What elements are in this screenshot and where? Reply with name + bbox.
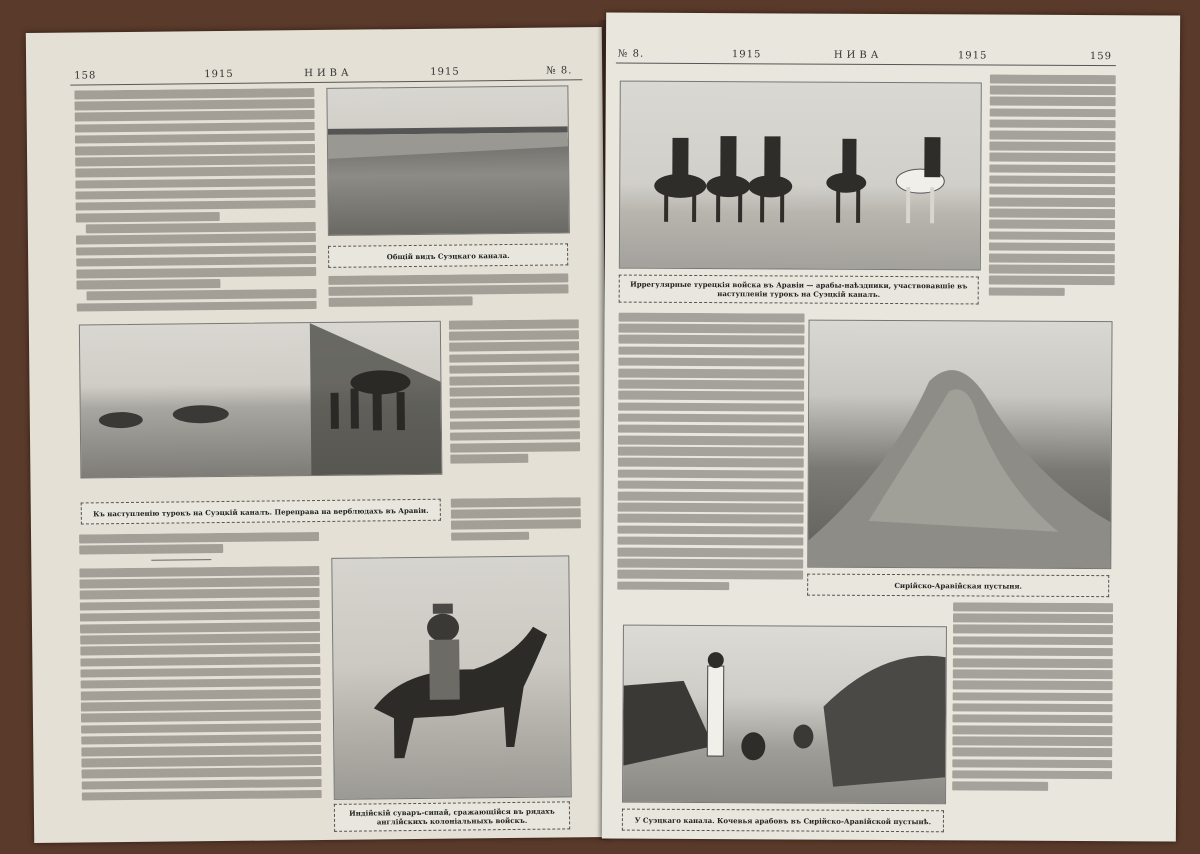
article-text-block <box>74 88 317 340</box>
left-issue-number: № 8. <box>546 65 573 77</box>
left-page <box>26 27 610 843</box>
canal-photo <box>326 85 570 236</box>
article-text-block <box>79 532 319 557</box>
article-text-block <box>617 313 805 614</box>
header-rule <box>616 63 1116 67</box>
left-journal-title: НИВА <box>304 67 353 80</box>
sowar-photo <box>331 555 572 799</box>
desert-caption: Сирiйско-Аравiйская пустыня. <box>807 574 1109 598</box>
riders-photo <box>619 81 982 271</box>
right-issue-number: № 8. <box>617 48 645 60</box>
section-separator <box>151 559 211 561</box>
article-text-block <box>952 602 1113 819</box>
nomads-photo <box>622 625 947 805</box>
right-page-number: 159 <box>1089 51 1113 63</box>
article-text-block <box>451 497 582 548</box>
header-rule <box>70 79 582 85</box>
right-year-1: 1915 <box>731 49 762 61</box>
right-journal-title: НИВА <box>833 49 883 61</box>
left-page-number: 158 <box>74 70 97 82</box>
camel-crossing-photo <box>79 321 443 479</box>
nomads-caption: У Суэцкаго канала. Кочевья арабовъ въ Сирiйско-Аравiйской пустынѣ. <box>622 809 944 833</box>
right-page <box>602 13 1180 842</box>
right-year-2: 1915 <box>957 50 988 62</box>
camel-crossing-caption: Къ наступленiю турокъ на Суэцкiй каналъ. Переправа на верблюдахъ въ Аравiи. <box>81 499 441 525</box>
canal-caption: Общiй видъ Суэцкаго канала. <box>328 243 568 268</box>
left-year-1: 1915 <box>204 68 234 81</box>
riders-caption: Иррегулярные турецкiя войска въ Аравiи — арабы-наѣздники, участвовавшiе въ наступленiи турокъ на Суэцкiй каналъ. <box>619 275 979 305</box>
article-text-block <box>79 566 322 828</box>
article-text-block <box>989 75 1116 316</box>
sowar-caption: Индiйскiй суваръ-сипай, сражающiйся въ рядахъ англiйскихъ колонiальныхъ войскъ. <box>334 801 570 831</box>
desert-photo <box>807 320 1112 570</box>
article-text-block <box>328 273 568 310</box>
article-text-block <box>449 319 581 490</box>
left-year-2: 1915 <box>430 66 460 78</box>
